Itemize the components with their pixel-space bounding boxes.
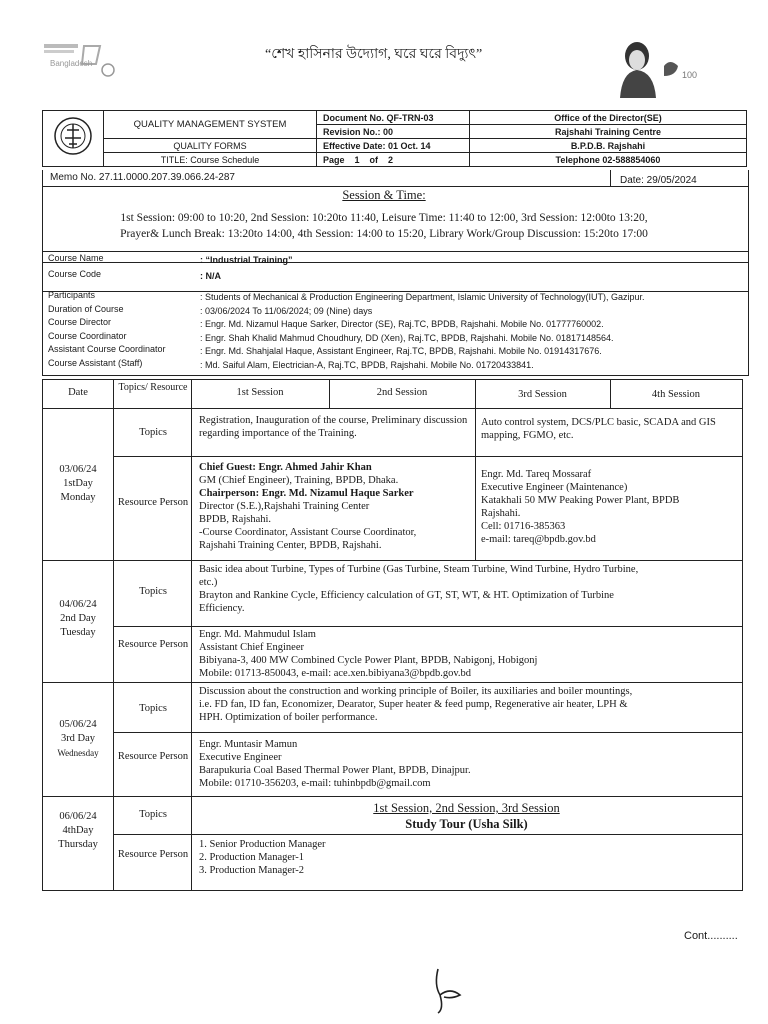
rp-line: 1. Senior Production Manager <box>199 839 326 850</box>
divider <box>43 408 742 409</box>
slogan: “শেখ হাসিনার উদ্যোগ, ঘরে ঘরে বিদ্যুৎ” <box>265 47 483 62</box>
day-3-topics-label: Topics <box>139 703 167 714</box>
office: Office of the Director(SE) <box>470 111 747 125</box>
detail-label: Course Director <box>48 317 112 327</box>
continued-label: Cont.......... <box>684 930 738 942</box>
day-4-date-block <box>43 810 113 852</box>
rp-line: Mobile: 01713-850043, e-mail: ace.xen.bibiyana3@bpdb.gov.bd <box>199 668 472 679</box>
course-code-label: Course Code <box>48 269 102 279</box>
bpdb-emblem <box>43 111 104 167</box>
detail-value: : 03/06/2024 To 11/06/2024; 09 (Nine) days <box>200 305 373 316</box>
day-3-date-block <box>43 718 113 760</box>
memo-number: Memo No. 27.11.0000.207.39.066.24-287 <box>50 172 235 183</box>
day-2-topics <box>199 563 739 615</box>
rp-line: 3. Production Manager-2 <box>199 865 305 876</box>
detail-value: : Students of Mechanical & Production Engineering Department, Islamic University of Technology(IUT), Gazipur. <box>200 292 645 302</box>
effective-date: Effective Date: 01 Oct. 14 <box>317 139 470 153</box>
divider <box>43 560 742 561</box>
memo-date: Date: 29/05/2024 <box>620 175 697 186</box>
day-2-date-block <box>43 598 113 640</box>
day-2-rp <box>199 628 739 680</box>
divider <box>475 380 476 560</box>
revision-no: Revision No.: 00 <box>317 125 470 139</box>
day-4-date: 06/06/24 <box>59 811 97 822</box>
rp-line: GM (Chief Engineer), Training, BPDB, Dhaka. <box>199 475 399 486</box>
topic-line: Basic idea about Turbine, Types of Turbine (Gas Turbine, Steam Turbine, Wind Turbine, Hydro Turbine, <box>199 564 639 575</box>
day-2-ordinal: 2nd Day <box>60 613 96 624</box>
session-line-1: 1st Session: 09:00 to 10:20, 2nd Session: 10:20to 11:40, Leisure Time: 11:40 to 12:00, 3rd Session: 12:00to 13:20, <box>120 212 648 224</box>
divider <box>113 732 742 733</box>
course-name-label: Course Name <box>48 253 104 263</box>
detail-label: Participants <box>48 290 96 300</box>
bangladesh-logo <box>40 40 125 85</box>
day-4-topics-label: Topics <box>139 809 167 820</box>
day-3-topics <box>199 685 739 724</box>
divider <box>42 262 748 263</box>
telephone: Telephone 02-588854060 <box>470 153 747 167</box>
detail-label: Assistant Course Coordinator <box>48 344 166 354</box>
course-title: TITLE: Course Schedule <box>104 153 317 167</box>
topic-line: Efficiency. <box>199 603 245 614</box>
day-1-rp-a <box>199 461 473 552</box>
rp-line: Mobile: 01710-356203, e-mail: tuhinbpdb@gmail.com <box>199 778 431 789</box>
day-2-weekday: Tuesday <box>60 627 96 638</box>
divider <box>113 380 114 890</box>
divider <box>113 626 742 627</box>
header-session-2: 2nd Session <box>376 387 428 398</box>
session-line-2: Prayer& Lunch Break: 13:20to 14:00, 4th Session: 14:00 to 15:20, Library Work/Group Discussion: 15:20to 17:00 <box>120 228 648 240</box>
chairperson: Chairperson: Engr. Md. Nizamul Haque Sarker <box>199 488 414 499</box>
course-code-value: : N/A <box>200 271 221 281</box>
day-4-resource-label: Resource Person <box>117 849 189 860</box>
rp-line: Executive Engineer (Maintenance) <box>481 482 628 493</box>
divider <box>43 796 742 797</box>
header-date: Date <box>68 387 88 398</box>
topic-line: Discussion about the construction and working principle of Boiler, its auxiliaries and boiler mountings, <box>199 686 633 697</box>
detail-value: : Md. Saiful Alam, Electrician-A, Raj.TC, BPDB, Rajshahi. Mobile No. 01720433841. <box>200 359 534 370</box>
study-tour-title: Study Tour (Usha Silk) <box>405 817 528 831</box>
rp-line: Rajshahi. <box>481 508 521 519</box>
day-2-date: 04/06/24 <box>59 599 97 610</box>
rp-line: Engr. Muntasir Mamun <box>199 739 298 750</box>
rp-line: Rajshahi Training Center, BPDB, Rajshahi. <box>199 540 382 551</box>
page-number: Page 1 of 2 <box>317 153 470 167</box>
rp-line: Director (S.E.),Rajshahi Training Center <box>199 501 370 512</box>
schedule-table <box>42 379 743 891</box>
detail-value: : Engr. Shah Khalid Mahmud Choudhury, DD (Xen), Raj.TC, BPDB, Rajshahi. Mobile No. 01817148564. <box>200 332 614 343</box>
rp-line: Engr. Md. Tareq Mossaraf <box>481 469 592 480</box>
day-2-resource-label: Resource Person <box>117 639 189 650</box>
divider <box>113 834 742 835</box>
day-4-rp <box>199 838 739 877</box>
quality-forms: QUALITY FORMS <box>104 139 317 153</box>
rp-line: Cell: 01716-385363 <box>481 521 566 532</box>
topic-line: etc.) <box>199 577 218 588</box>
qms-title: QUALITY MANAGEMENT SYSTEM <box>104 111 317 139</box>
bpdb-rajshahi: B.P.D.B. Rajshahi <box>470 139 747 153</box>
rp-line: BPDB, Rajshahi. <box>199 514 272 525</box>
detail-value: : Engr. Md. Shahjalal Haque, Assistant Engineer, Raj.TC, BPDB, Rajshahi. Mobile No. 01914317676. <box>200 346 602 356</box>
qms-header-table <box>42 110 747 167</box>
topic-line: Brayton and Rankine Cycle, Efficiency calculation of GT, ST, WT, & HT. Optimization of Turbine <box>199 590 614 601</box>
svg-text:100: 100 <box>682 70 698 80</box>
day-3-ordinal: 3rd Day <box>60 733 96 744</box>
detail-label: Course Assistant (Staff) <box>48 357 143 368</box>
detail-label: Duration of Course <box>48 303 124 314</box>
header-session-3: 3rd Session <box>518 389 567 400</box>
day-1-topics-b: Auto control system, DCS/PLC basic, SCADA and GIS mapping, FGMO, etc. <box>481 417 716 441</box>
centre: Rajshahi Training Centre <box>470 125 747 139</box>
day-2-topics-label: Topics <box>139 586 167 597</box>
day-3-resource-label: Resource Person <box>117 751 189 762</box>
day-4-topics <box>191 800 742 832</box>
day-3-rp <box>199 738 739 790</box>
portrait-logo <box>612 36 704 98</box>
day-1-weekday: Monday <box>60 492 96 503</box>
day-1-topics-a: Registration, Inauguration of the course, Preliminary discussion regarding importance of the Training. <box>199 415 468 439</box>
rp-line: 2. Production Manager-1 <box>199 852 305 863</box>
detail-value: : Engr. Md. Nizamul Haque Sarker, Director (SE), Raj.TC, BPDB, Rajshahi. Mobile No. 01777760002. <box>200 319 604 329</box>
header-session-4: 4th Session <box>651 389 701 400</box>
doc-no: Document No. QF-TRN-03 <box>317 111 470 125</box>
svg-text:Bangladesh: Bangladesh <box>50 59 93 68</box>
divider <box>113 456 742 457</box>
signature <box>430 965 470 1015</box>
day-1-date-block <box>43 463 113 505</box>
course-name-value: : “Industrial Training” <box>200 255 293 265</box>
day-4-weekday: Thursday <box>58 839 98 850</box>
day-1-topics-label: Topics <box>139 427 167 438</box>
day-3-date: 05/06/24 <box>59 719 97 730</box>
topic-line: HPH. Optimization of boiler performance. <box>199 712 378 723</box>
header-session-1: 1st Session <box>236 387 284 398</box>
day-4-ordinal: 4thDay <box>62 825 94 836</box>
rp-line: Barapukuria Coal Based Thermal Power Plant, BPDB, Dinajpur. <box>199 765 471 776</box>
day-1-rp-b <box>481 468 737 546</box>
day-3-weekday: Wednesday <box>57 748 99 758</box>
rp-line: -Course Coordinator, Assistant Course Coordinator, <box>199 527 417 538</box>
divider <box>43 682 742 683</box>
header-topics-resource: Topics/ Resource <box>118 382 188 393</box>
day-1-date: 03/06/24 <box>59 464 97 475</box>
detail-label: Course Coordinator <box>48 330 127 341</box>
rp-line: e-mail: tareq@bpdb.gov.bd <box>481 534 596 545</box>
rp-line: Bibiyana-3, 400 MW Combined Cycle Power Plant, BPDB, Nabigonj, Hobigonj <box>199 655 538 666</box>
chief-guest: Chief Guest: Engr. Ahmed Jahir Khan <box>199 462 372 473</box>
course-box <box>42 251 749 292</box>
day-1-ordinal: 1stDay <box>63 478 93 489</box>
rp-line: Engr. Md. Mahmudul Islam <box>199 629 316 640</box>
day-1-resource-label: Resource Person <box>117 497 189 508</box>
rp-line: Katakhali 50 MW Peaking Power Plant, BPDB <box>481 495 680 506</box>
divider <box>610 170 611 187</box>
rp-line: Assistant Chief Engineer <box>199 642 304 653</box>
study-tour-sessions: 1st Session, 2nd Session, 3rd Session <box>373 801 560 815</box>
session-time-title: Session & Time: <box>342 188 426 202</box>
topic-line: i.e. FD fan, ID fan, Economizer, Dearator, Super heater & feed pump, Regenerative air heater, LPH & <box>199 699 628 710</box>
rp-line: Executive Engineer <box>199 752 282 763</box>
